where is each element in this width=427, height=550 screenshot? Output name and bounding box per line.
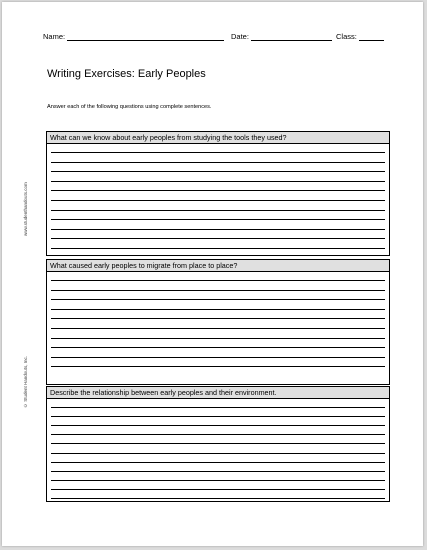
class-blank[interactable] <box>359 32 384 41</box>
writing-line[interactable] <box>51 181 385 182</box>
writing-line[interactable] <box>51 190 385 191</box>
writing-line[interactable] <box>51 338 385 339</box>
writing-line[interactable] <box>51 489 385 490</box>
writing-line[interactable] <box>51 210 385 211</box>
writing-line[interactable] <box>51 416 385 417</box>
worksheet-page <box>2 2 423 546</box>
side-url-text: www.studenthandouts.com <box>23 182 28 236</box>
writing-line[interactable] <box>51 498 385 499</box>
writing-line[interactable] <box>51 443 385 444</box>
date-label: Date: <box>231 32 249 41</box>
question-prompt-1: What can we know about early peoples from studying the tools they used? <box>47 132 389 144</box>
writing-line[interactable] <box>51 462 385 463</box>
question-prompt-3: Describe the relationship between early peoples and their environment. <box>47 387 389 399</box>
question-box-2 <box>46 259 390 385</box>
side-copyright-text: © Student Handouts, Inc. <box>23 355 28 408</box>
writing-line[interactable] <box>51 162 385 163</box>
question-box-3 <box>46 386 390 502</box>
writing-line[interactable] <box>51 152 385 153</box>
writing-line[interactable] <box>51 366 385 367</box>
writing-line[interactable] <box>51 328 385 329</box>
page-title: Writing Exercises: Early Peoples <box>47 68 206 80</box>
question-box-1 <box>46 131 390 256</box>
question-prompt-2: What caused early peoples to migrate from place to place? <box>47 260 389 272</box>
date-field-row <box>231 32 332 41</box>
writing-line[interactable] <box>51 219 385 220</box>
writing-line[interactable] <box>51 357 385 358</box>
writing-line[interactable] <box>51 407 385 408</box>
name-blank[interactable] <box>67 32 224 41</box>
writing-line[interactable] <box>51 299 385 300</box>
writing-line[interactable] <box>51 453 385 454</box>
writing-line[interactable] <box>51 471 385 472</box>
writing-line[interactable] <box>51 434 385 435</box>
writing-line[interactable] <box>51 425 385 426</box>
writing-line[interactable] <box>51 280 385 281</box>
writing-line[interactable] <box>51 480 385 481</box>
name-field-row <box>43 32 224 41</box>
writing-line[interactable] <box>51 290 385 291</box>
instructions-text: Answer each of the following questions using complete sentences. <box>47 104 212 110</box>
writing-line[interactable] <box>51 171 385 172</box>
writing-line[interactable] <box>51 318 385 319</box>
writing-line[interactable] <box>51 347 385 348</box>
writing-line[interactable] <box>51 229 385 230</box>
writing-line[interactable] <box>51 238 385 239</box>
writing-line[interactable] <box>51 309 385 310</box>
name-label: Name: <box>43 32 66 41</box>
writing-line[interactable] <box>51 200 385 201</box>
date-blank[interactable] <box>251 32 332 41</box>
class-field-row <box>336 32 384 41</box>
class-label: Class: <box>336 32 357 41</box>
writing-line[interactable] <box>51 248 385 249</box>
